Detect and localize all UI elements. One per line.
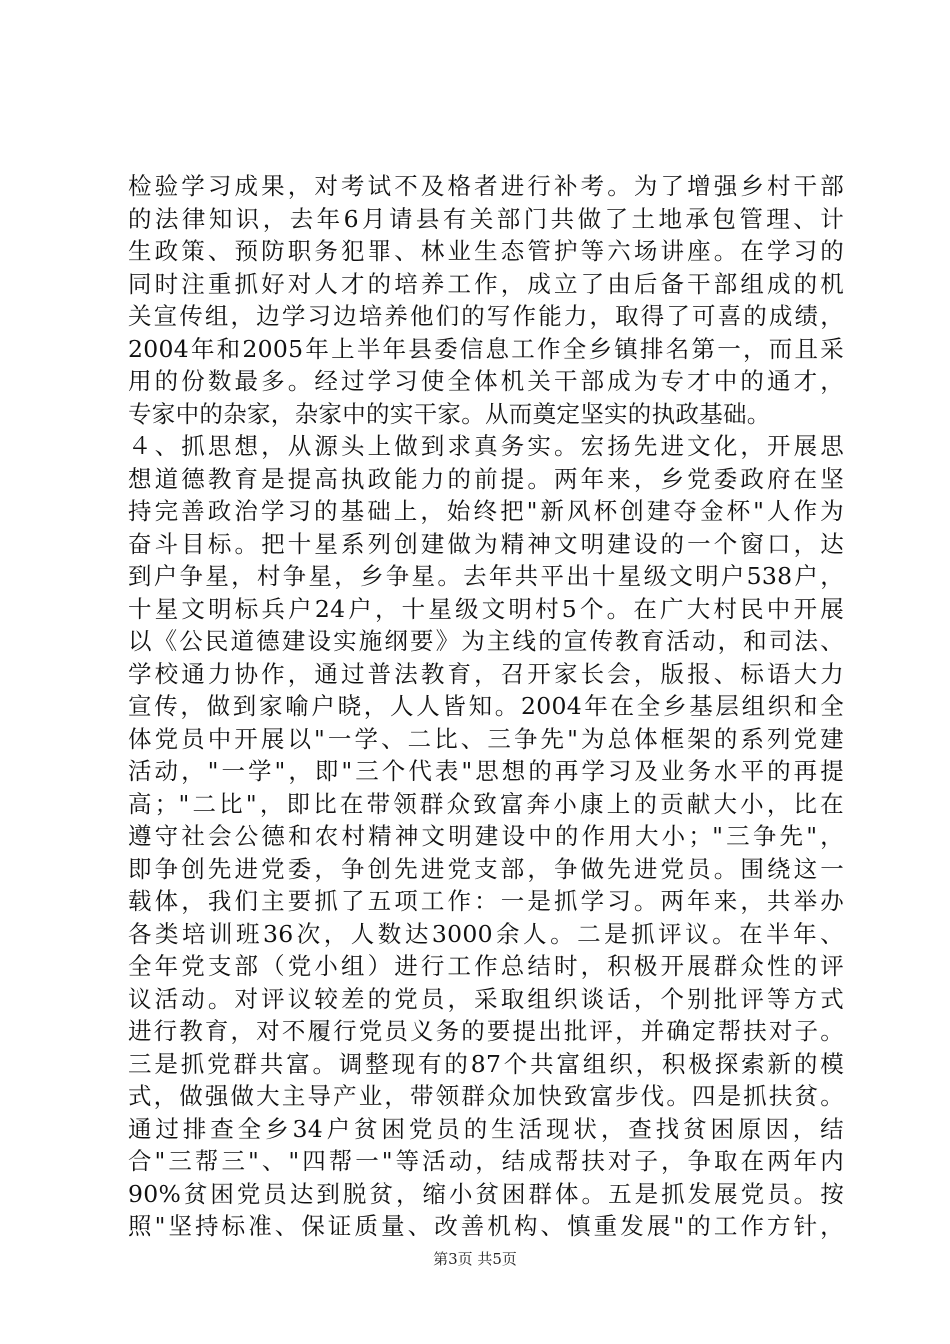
text-line: 各类培训班36次，人数达3000余人。二是抓评议。在半年、 <box>128 919 844 948</box>
text-line: 通过排查全乡34户贫困党员的生活现状，查找贫困原因，结 <box>128 1114 844 1143</box>
text-line: 以《公民道德建设实施纲要》为主线的宣传教育活动，和司法、 <box>128 627 844 655</box>
page-footer <box>0 1248 950 1269</box>
text-line: 遵守社会公德和农村精神文明建设中的作用大小；"三争先"， <box>128 822 844 850</box>
text-line: 检验学习成果，对考试不及格者进行补考。为了增强乡村干部 <box>128 172 844 200</box>
text-line: ４、抓思想，从源头上做到求真务实。宏扬先进文化，开展思 <box>128 432 844 460</box>
text-line: 90%贫困党员达到脱贫，缩小贫困群体。五是抓发展党员。按 <box>128 1179 844 1208</box>
text-line: 关宣传组，边学习边培养他们的写作能力，取得了可喜的成绩， <box>128 302 844 330</box>
body-text <box>128 170 844 1243</box>
text-line: 载体，我们主要抓了五项工作：一是抓学习。两年来，共举办 <box>128 887 844 915</box>
text-line: 想道德教育是提高执政能力的前提。两年来，乡党委政府在坚 <box>128 464 844 493</box>
text-line: 即争创先进党委，争创先进党支部，争做先进党员。围绕这一 <box>128 854 844 883</box>
text-line: 三是抓党群共富。调整现有的87个共富组织，积极探索新的模 <box>128 1049 844 1078</box>
text-line: 照"坚持标准、保证质量、改善机构、慎重发展"的工作方针， <box>128 1212 844 1240</box>
text-line: 到户争星，村争星，乡争星。去年共平出十星级文明户538户， <box>128 562 844 590</box>
text-line: 同时注重抓好对人才的培养工作，成立了由后备干部组成的机 <box>128 269 844 298</box>
text-line: 宣传，做到家喻户晓，人人皆知。2004年在全乡基层组织和全 <box>128 692 844 720</box>
text-line: 学校通力协作，通过普法教育，召开家长会，版报、标语大力 <box>128 659 844 688</box>
text-line: 体党员中开展以"一学、二比、三争先"为总体框架的系列党建 <box>128 724 844 753</box>
text-line: 十星文明标兵户24户，十星级文明村5个。在广大村民中开展 <box>128 594 844 623</box>
text-line: 的法律知识，去年6月请县有关部门共做了土地承包管理、计 <box>128 204 844 233</box>
text-line: 专家中的杂家，杂家中的实干家。从而奠定坚实的执政基础。 <box>128 399 771 428</box>
text-line: 合"三帮三"、"四帮一"等活动，结成帮扶对子，争取在两年内 <box>128 1147 844 1175</box>
text-line: 高；"二比"，即比在带领群众致富奔小康上的贡献大小，比在 <box>128 789 844 818</box>
text-line: 议活动。对评议较差的党员，采取组织谈话，个别批评等方式 <box>128 984 844 1013</box>
text-line: 式，做强做大主导产业，带领群众加快致富步伐。四是抓扶贫。 <box>128 1082 844 1110</box>
text-line: 奋斗目标。把十星系列创建做为精神文明建设的一个窗口，达 <box>128 529 844 558</box>
text-line: 全年党支部（党小组）进行工作总结时，积极开展群众性的评 <box>128 952 844 980</box>
text-line: 2004年和2005年上半年县委信息工作全乡镇排名第一，而且采 <box>128 334 844 363</box>
text-line: 生政策、预防职务犯罪、林业生态管护等六场讲座。在学习的 <box>128 237 844 265</box>
text-line: 进行教育，对不履行党员义务的要提出批评，并确定帮扶对子。 <box>128 1017 844 1045</box>
text-line: 活动，"一学"，即"三个代表"思想的再学习及业务水平的再提 <box>128 757 844 785</box>
page-number-label: 第3页 共5页 <box>433 1250 517 1268</box>
text-line: 用的份数最多。经过学习使全体机关干部成为专才中的通才， <box>128 367 844 395</box>
text-line: 持完善政治学习的基础上，始终把"新风杯创建夺金杯"人作为 <box>128 497 844 525</box>
